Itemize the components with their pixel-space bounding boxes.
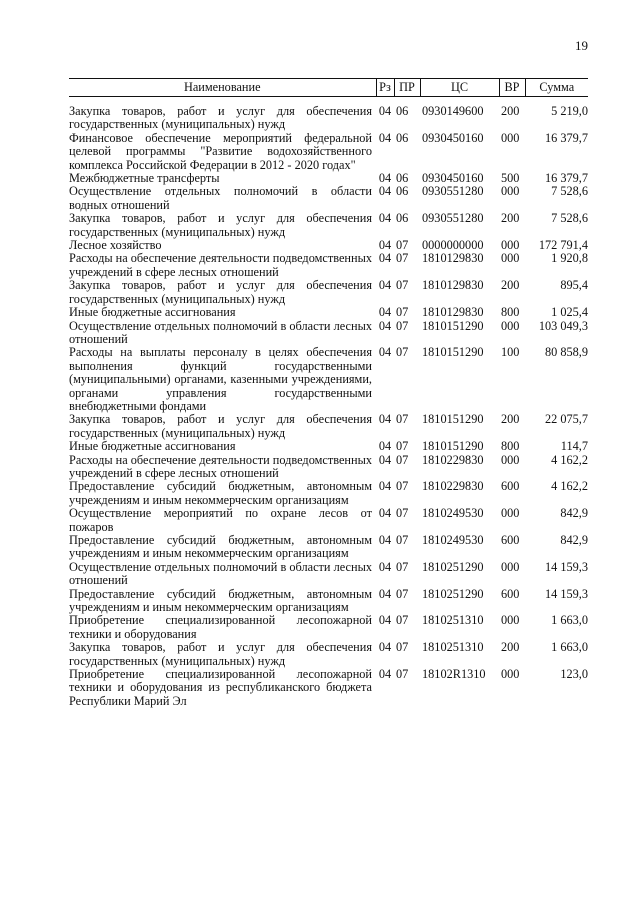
- cell-sum: 14 159,3: [544, 586, 588, 601]
- cell-pr: 07: [396, 251, 409, 266]
- cell-pr: 07: [396, 506, 409, 521]
- cell-sum: 842,9: [560, 533, 588, 547]
- table-row: [69, 320, 588, 347]
- table-row: [69, 641, 588, 668]
- table-row: [69, 212, 588, 239]
- cell-vr: 200: [501, 104, 520, 118]
- cell-sum: 1 663,0: [551, 613, 588, 628]
- table-row: [69, 507, 588, 534]
- cell-cs: 0930551280: [422, 211, 484, 226]
- cell-cs: 1810229830: [422, 452, 484, 467]
- cell-sum: 1 663,0: [551, 640, 588, 655]
- cell-vr: 200: [501, 278, 520, 293]
- table-row: [69, 105, 588, 132]
- cell-rz: 04: [378, 130, 392, 145]
- page-number: 19: [575, 38, 588, 53]
- cell-rz: 04: [378, 479, 392, 494]
- cell-name: Закупка товаров, работ и услуг для обеспечения государственных (муниципальных) нужд: [69, 104, 372, 132]
- cell-rz: 04: [378, 586, 392, 601]
- cell-cs: 1810229830: [422, 479, 484, 494]
- cell-rz: 04: [378, 640, 392, 655]
- cell-rz: 04: [378, 533, 392, 547]
- cell-sum: 1 920,8: [551, 251, 588, 266]
- cell-rz: 04: [378, 104, 392, 118]
- cell-name: Приобретение специализированной лесопожарной техники и оборудования: [69, 613, 372, 641]
- cell-pr: 07: [396, 667, 409, 682]
- cell-name: Осуществление отдельных полномочий в области лесных отношений: [69, 318, 372, 346]
- cell-rz: 04: [378, 318, 392, 333]
- cell-sum: 4 162,2: [551, 479, 588, 494]
- cell-sum: 123,0: [560, 667, 588, 682]
- column-header-cs: ЦС: [420, 79, 499, 97]
- cell-rz: 04: [378, 559, 392, 574]
- budget-table: [69, 78, 588, 708]
- cell-cs: 0930450160: [422, 171, 484, 186]
- cell-name: Приобретение специализированной лесопожарной техники и оборудования из республиканского бюджета Республики Марий Эл: [69, 667, 372, 708]
- cell-vr: 000: [501, 613, 520, 628]
- cell-rz: 04: [378, 439, 392, 454]
- cell-pr: 07: [396, 345, 409, 360]
- cell-pr: 07: [396, 439, 409, 454]
- table-row: [69, 588, 588, 615]
- cell-sum: 16 379,7: [544, 130, 588, 145]
- cell-sum: 842,9: [560, 506, 588, 521]
- cell-rz: 04: [378, 171, 392, 186]
- table-row: [69, 306, 588, 319]
- cell-vr: 000: [501, 452, 520, 467]
- cell-sum: 172 791,4: [538, 238, 588, 253]
- cell-pr: 07: [396, 586, 409, 601]
- column-header-pr: ПР: [394, 79, 420, 97]
- cell-name: Осуществление отдельных полномочий в области водных отношений: [69, 184, 372, 212]
- cell-pr: 07: [396, 533, 409, 547]
- cell-cs: 1810129830: [422, 278, 484, 293]
- cell-cs: 1810129830: [422, 251, 484, 266]
- cell-name: Закупка товаров, работ и услуг для обеспечения государственных (муниципальных) нужд: [69, 211, 372, 239]
- column-header-rz: Рз: [376, 79, 394, 97]
- cell-rz: 04: [378, 251, 392, 266]
- cell-name: Закупка товаров, работ и услуг для обеспечения государственных (муниципальных) нужд: [69, 278, 372, 306]
- cell-pr: 06: [396, 211, 409, 226]
- cell-rz: 04: [378, 305, 392, 320]
- cell-pr: 07: [396, 278, 409, 293]
- cell-rz: 04: [378, 613, 392, 628]
- table-row: [69, 440, 588, 453]
- cell-vr: 000: [501, 318, 520, 333]
- cell-name: Закупка товаров, работ и услуг для обеспечения государственных (муниципальных) нужд: [69, 640, 372, 668]
- cell-vr: 000: [501, 667, 520, 682]
- cell-vr: 000: [501, 238, 520, 253]
- cell-cs: 1810151290: [422, 412, 484, 427]
- table-row: [69, 534, 588, 561]
- cell-cs: 0930149600: [422, 104, 484, 118]
- cell-vr: 200: [501, 211, 520, 226]
- cell-sum: 114,7: [560, 439, 588, 454]
- cell-vr: 600: [501, 479, 520, 494]
- cell-vr: 600: [501, 586, 520, 601]
- table-row: [69, 185, 588, 212]
- table-row: [69, 561, 588, 588]
- cell-vr: 100: [501, 345, 520, 360]
- cell-sum: 5 219,0: [551, 104, 588, 118]
- table-header-row: [69, 79, 588, 97]
- cell-vr: 000: [501, 506, 520, 521]
- column-header-name: Наименование: [69, 79, 376, 97]
- table-row: [69, 252, 588, 279]
- table-row: [69, 279, 588, 306]
- cell-cs: 1810151290: [422, 345, 484, 360]
- cell-sum: 4 162,2: [551, 452, 588, 467]
- table-body: [69, 97, 588, 709]
- column-header-sum: Сумма: [525, 79, 588, 97]
- cell-name: Расходы на выплаты персоналу в целях обеспечения выполнения функций государственными (муниципальными) органами, казенными учреждениями, органами управления государственными внебюджетными фондами: [69, 345, 372, 413]
- cell-sum: 80 858,9: [544, 345, 588, 360]
- cell-cs: 18102R1310: [422, 667, 486, 682]
- cell-pr: 07: [396, 305, 409, 320]
- table-row: [69, 614, 588, 641]
- cell-pr: 07: [396, 559, 409, 574]
- table-row: [69, 480, 588, 507]
- cell-vr: 200: [501, 640, 520, 655]
- cell-name: Межбюджетные трансферты: [69, 171, 220, 186]
- cell-pr: 06: [396, 130, 409, 145]
- cell-sum: 22 075,7: [544, 412, 588, 427]
- cell-vr: 500: [501, 171, 520, 186]
- cell-pr: 06: [396, 184, 409, 199]
- cell-vr: 200: [501, 412, 520, 427]
- cell-vr: 600: [501, 533, 520, 547]
- cell-vr: 800: [501, 305, 520, 320]
- cell-pr: 07: [396, 412, 409, 427]
- cell-name: Закупка товаров, работ и услуг для обеспечения государственных (муниципальных) нужд: [69, 412, 372, 440]
- cell-cs: 1810251290: [422, 559, 484, 574]
- table-row: [69, 239, 588, 252]
- cell-pr: 07: [396, 640, 409, 655]
- cell-name: Предоставление субсидий бюджетным, автономным учреждениям и иным некоммерческим организациям: [69, 586, 372, 615]
- cell-cs: 1810129830: [422, 305, 484, 320]
- cell-vr: 000: [501, 559, 520, 574]
- cell-rz: 04: [378, 345, 392, 360]
- cell-vr: 000: [501, 184, 520, 199]
- cell-name: Расходы на обеспечение деятельности подведомственных учреждений в сфере лесных отношений: [69, 452, 372, 480]
- cell-sum: 7 528,6: [551, 184, 588, 199]
- cell-rz: 04: [378, 278, 392, 293]
- cell-cs: 1810151290: [422, 318, 484, 333]
- cell-cs: 1810251310: [422, 613, 484, 628]
- cell-sum: 1 025,4: [551, 305, 588, 320]
- cell-vr: 000: [501, 251, 520, 266]
- cell-vr: 800: [501, 439, 520, 454]
- cell-rz: 04: [378, 184, 392, 199]
- cell-pr: 07: [396, 238, 409, 253]
- table-row: [69, 413, 588, 440]
- cell-name: Финансовое обеспечение мероприятий федеральной целевой программы "Развитие водохозяйственного комплекса Российской Федерации в 2012 - 2020 годах": [69, 130, 372, 172]
- cell-pr: 07: [396, 479, 409, 494]
- cell-cs: 0000000000: [422, 238, 484, 253]
- cell-pr: 07: [396, 452, 409, 467]
- cell-sum: 16 379,7: [544, 171, 588, 186]
- cell-cs: 1810251310: [422, 640, 484, 655]
- cell-vr: 000: [501, 130, 520, 145]
- table-row: [69, 172, 588, 185]
- cell-sum: 7 528,6: [551, 211, 588, 226]
- cell-cs: 0930551280: [422, 184, 484, 199]
- cell-rz: 04: [378, 412, 392, 427]
- cell-cs: 0930450160: [422, 130, 484, 145]
- cell-pr: 07: [396, 318, 409, 333]
- cell-rz: 04: [378, 238, 392, 253]
- cell-rz: 04: [378, 452, 392, 467]
- cell-sum: 103 049,3: [538, 318, 588, 333]
- cell-pr: 07: [396, 613, 409, 628]
- cell-name: Предоставление субсидий бюджетным, автономным учреждениям и иным некоммерческим организациям: [69, 533, 372, 561]
- cell-pr: 06: [396, 104, 409, 118]
- cell-cs: 1810249530: [422, 506, 484, 521]
- cell-name: Осуществление отдельных полномочий в области лесных отношений: [69, 559, 372, 588]
- cell-sum: 14 159,3: [544, 559, 588, 574]
- cell-name: Расходы на обеспечение деятельности подведомственных учреждений в сфере лесных отношений: [69, 251, 372, 279]
- cell-name: Иные бюджетные ассигнования: [69, 305, 236, 320]
- cell-name: Осуществление мероприятий по охране лесов от пожаров: [69, 506, 372, 534]
- cell-cs: 1810151290: [422, 439, 484, 454]
- table-row: [69, 454, 588, 481]
- cell-name: Предоставление субсидий бюджетным, автономным учреждениям и иным некоммерческим организациям: [69, 479, 372, 507]
- cell-rz: 04: [378, 211, 392, 226]
- cell-sum: 895,4: [560, 278, 588, 293]
- cell-name: Иные бюджетные ассигнования: [69, 439, 236, 454]
- table-row: [69, 132, 588, 172]
- cell-cs: 1810249530: [422, 533, 484, 547]
- table-row: [69, 668, 588, 708]
- table-row: [69, 346, 588, 413]
- cell-rz: 04: [378, 667, 392, 682]
- cell-rz: 04: [378, 506, 392, 521]
- column-header-vr: ВР: [499, 79, 525, 97]
- cell-pr: 06: [396, 171, 409, 186]
- cell-cs: 1810251290: [422, 586, 484, 601]
- cell-name: Лесное хозяйство: [69, 238, 162, 253]
